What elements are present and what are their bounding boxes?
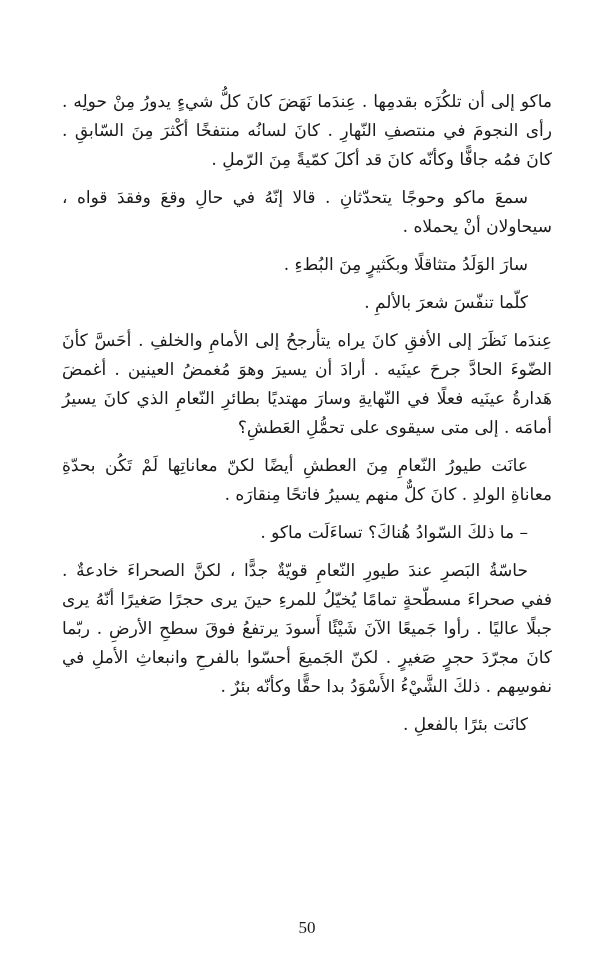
- paragraph-2: سمعَ ماكو وحوجًا يتحدّثانِ . قالا إنّهُ في حالِ وقعَ وفقدَ قواه ، سيحاولان أنْ يحملاه .: [62, 188, 552, 237]
- paragraph-1: ماكو إلى أن تلكُزَه بقدمِها . عِندَما نَهَضَ كانَ كلُّ شيءٍ يدورُ مِنْ حولِه . رأى النجومَ في منتصفِ النّهارِ . كانَ لسانُه منتفخًا أكْثرَ مِنَ السّابقِ . كانَ فمُه جافًّا وكأنّه كانَ قد أكلَ كمّيةً مِنَ الرّملِ .: [62, 92, 552, 170]
- paragraph-6: عانَت طيورُ النّعامِ مِنَ العطشِ أيضًا لكنّ معاناتِها لَمْ تَكُن بحدّةِ معاناةِ الولدِ . كانَ كلٌّ منهم يسيرُ فاتحًا مِنقارَه .: [62, 456, 552, 505]
- page-number: 50: [298, 918, 316, 937]
- paragraph-8: حاسّةُ البَصرِ عندَ طيورِ النّعامِ قويّةٌ جدًّا ، لكنَّ الصحراءَ خادعةٌ . ففي صحراءَ مسطّحةٍ تمامًا يُخيّلُ للمرءِ حينَ يرى حجرًا صَغيرًا أنّهُ يرى جبلًا عاليًا . رأوا جَميعًا الآنَ شَيْئًا أَسودَ يرتفعُ فوقَ سطحِ الأرضِ . ربّما كانَ مجرّدَ حجرٍ صَغيرٍ . لكنّ الجَميعَ أحسّوا بالفرحِ وانبعاثِ الأملِ في نفوسِهم . ذلكَ الشَّيْءُ الأَسْوَدُ بدا حقًّا وكأنّه بئرٌ .: [62, 561, 552, 697]
- paragraph-7-dialogue: – ما ذلكَ السّوادُ هُناكَ؟ تساءَلَت ماكو .: [260, 523, 528, 543]
- paragraph-4: كلّما تنفّسَ شعرَ بالألمِ .: [364, 293, 528, 313]
- paragraph-3: سارَ الوَلَدُ متثاقلًا وبكَثيرٍ مِنَ البُطءِ .: [283, 255, 528, 275]
- book-page-text: [62, 88, 552, 749]
- paragraph-5: عِندَما نَظَرَ إلى الأفقِ كانَ يراه يتأرجحُ إلى الأمامِ والخلفِ . أحَسَّ كأنَ الضّوءَ الحادَّ جرحَ عينَيه . أرادَ أن يسيرَ وهوَ مُغمضُ العينين . أغمضَ هَدارةُ عينَيه فعلًا في النّهايةِ وسارَ مهتديًا بطائرِ النّعامِ الذي كانَ يسيرُ أمامَه . إلى متى سيقوى على تحمُّلِ العَطشِ؟: [62, 331, 552, 438]
- paragraph-9: كانَت بئرًا بالفعلِ .: [402, 715, 528, 735]
